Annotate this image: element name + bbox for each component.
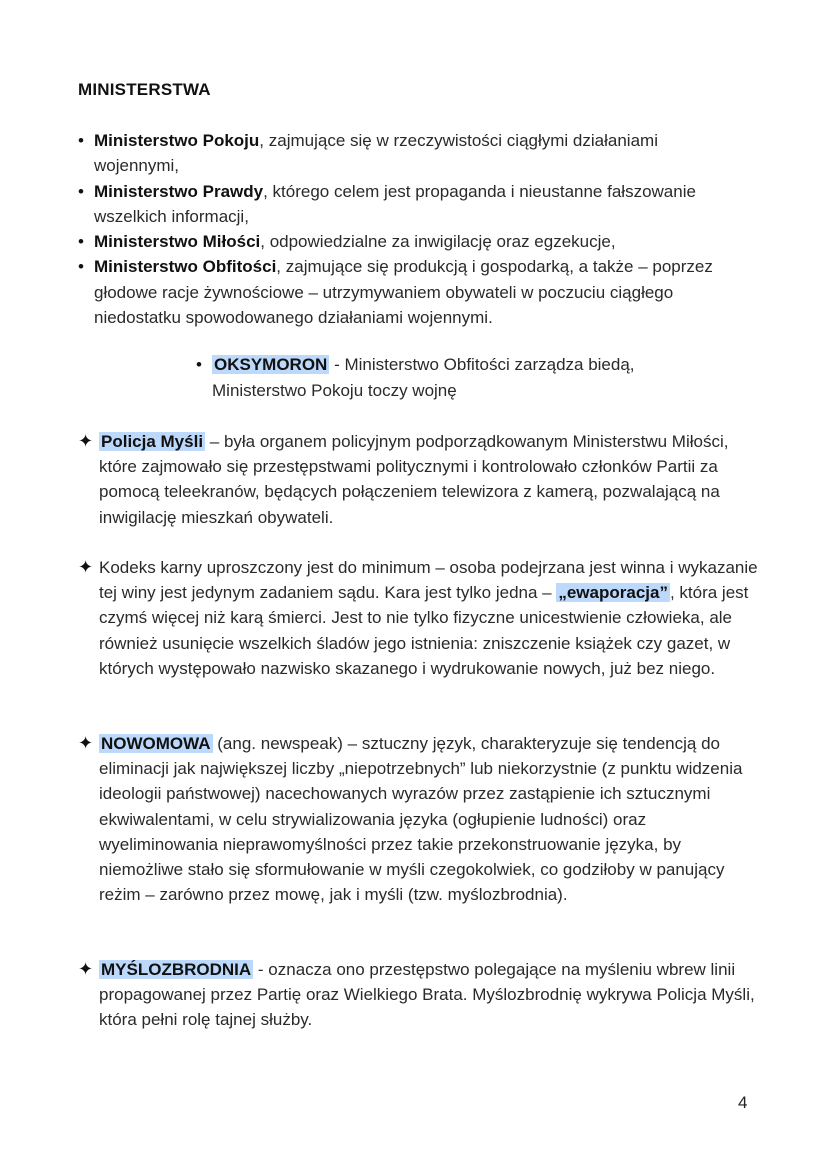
- section-heading: MINISTERSTWA: [78, 80, 211, 99]
- star-bullet-icon: ✦: [78, 733, 94, 753]
- ministry-desc: , odpowiedzialne za inwigilację oraz egzekucje,: [260, 232, 616, 252]
- penal-code-paragraph: [78, 555, 758, 681]
- page-number: 4: [738, 1093, 748, 1112]
- ministry-desc: , którego celem jest propaganda i nieustanne fałszowanie wszelkich informacji,: [94, 181, 696, 226]
- star-bullet-icon: ✦: [78, 557, 94, 577]
- oxymoron-note: [196, 352, 712, 403]
- ministries-list: [78, 128, 738, 330]
- penal-text-before: Kodeks karny uproszczony jest do minimum – osoba podejrzana jest winna i wykazanie tej winy jest jedynym zadaniem sądu. Kara jest tylko jedna –: [99, 558, 758, 603]
- ministry-name: Ministerstwo Miłości: [94, 232, 261, 252]
- ministry-name: Ministerstwo Prawdy: [94, 181, 264, 201]
- ministry-name: Ministerstwo Pokoju: [94, 131, 260, 150]
- ministry-name: Ministerstwo Obfitości: [94, 257, 277, 277]
- list-item: [78, 254, 738, 330]
- thought-police-text: – była organem policyjnym podporządkowanym Ministerstwu Miłości, które zajmowało się przestępstwami politycznymi i kontrolowało członków Partii za pomocą teleekranów, będących połączeniem telewizora z kamerą, pozwalającą na inwigilację mieszkań obywateli.: [99, 432, 729, 527]
- thoughtcrime-text: - oznacza ono przestępstwo polegające na myśleniu wbrew linii propagowanej przez Partię oraz Wielkiego Brata. Myślozbrodnię wykrywa Policja Myśli, która pełni rolę tajnej służby.: [99, 960, 755, 1030]
- oxymoron-term: OKSYMORON: [214, 355, 328, 374]
- thoughtcrime-term: MYŚLOZBRODNIA: [101, 960, 252, 979]
- thoughtcrime-paragraph: [78, 957, 758, 1033]
- oxymoron-text: - Ministerstwo Obfitości zarządza biedą, Ministerstwo Pokoju toczy wojnę: [212, 355, 635, 400]
- newspeak-text: (ang. newspeak) – sztuczny język, charakteryzuje się tendencją do eliminacji jak największej liczby „niepotrzebnych” lub niekorzystnie (z punktu widzenia ideologii państwowej) nacechowanych wyrazów przez zastąpienie ich sztucznymi ekwiwalentami, w celu strywializowania języka (ogłupienie ludności) oraz wyeliminowania nieprawomyślności przez takie przekonstruowanie języka, by niemożliwe stało się sformułowanie w myśli czegokolwiek, co godziłoby w panujący reżim – zarówno przez mowę, jak i myśli (tzw. myślozbrodnia).: [99, 734, 743, 905]
- list-item: [78, 179, 738, 230]
- list-item: [78, 229, 738, 254]
- thought-police-paragraph: [78, 429, 758, 530]
- star-bullet-icon: ✦: [78, 959, 94, 979]
- newspeak-paragraph: [78, 731, 758, 907]
- ministry-desc: , zajmujące się w rzeczywistości ciągłymi działaniami wojennymi,: [94, 131, 658, 176]
- newspeak-term: NOWOMOWA: [101, 734, 211, 753]
- evaporation-term: „ewaporacja”: [558, 583, 668, 603]
- list-item: [78, 128, 738, 179]
- star-bullet-icon: ✦: [78, 431, 94, 451]
- ministry-desc: , zajmujące się produkcją i gospodarką, a także – poprzez głodowe racje żywnościowe – utrzymywaniem obywateli w poczuciu ciągłego niedostatku spowodowanego działaniami wojennymi.: [94, 257, 713, 328]
- penal-text-after: , która jest czymś więcej niż karą śmierci. Jest to nie tylko fizyczne unicestwienie człowieka, ale również usunięcie wszelkich śladów jego istnienia: zniszczenie książek czy gazet, w których występowało nazwisko skazanego i wydrukowanie nowych, już bez niego.: [99, 583, 749, 678]
- thought-police-term: Policja Myśli: [101, 432, 204, 451]
